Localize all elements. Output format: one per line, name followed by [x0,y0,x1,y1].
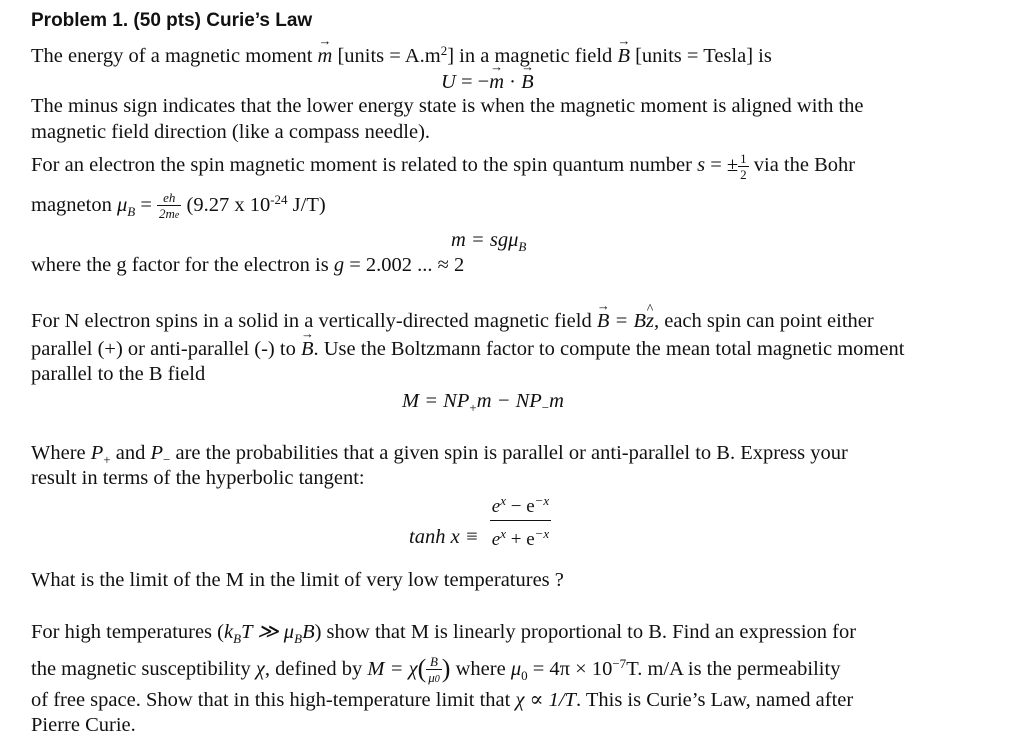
n-spins-line-1: For N electron spins in a solid in a vertically-directed magnetic field → B = B^ z, each spin can point either [31,309,874,333]
vector-m: → m [318,44,333,68]
minus-sign-line-1: The minus sign indicates that the lower energy state is when the magnetic moment is aligned with the [31,95,864,117]
tanh-fraction: $\frac{e^x - e^{-x}}{e^x + e^{-x}}$ [490,488,551,553]
high-temperature-line-1: For high temperatures ($k_BT$ ≫ $\mu_BB$) show that M is linearly proportional to B. Find an expression for [31,621,857,646]
n-spins-line-3: parallel to the B field [31,363,206,385]
spin-sentence: For an electron the spin magnetic moment is related to the spin quantum number s = ± $\frac{1}{2}$ via the Bohr [31,151,856,182]
probabilities-line-1: Where $P_+$ and $P_-$ are the probabilities that a given spin is parallel or anti-parallel to B. Express your [31,442,848,467]
b-over-mu0-fraction: $\frac{B}{\mu 0}$ [428,653,440,685]
high-temperature-line-4: Pierre Curie. [31,714,136,736]
high-temperature-line-3: of free space. Show that in this high-temperature limit that χ ∝ 1/T. This is Curie’s Law, named after [31,689,854,711]
problem-title: Problem 1. (50 pts) Curie’s Law [31,10,313,31]
tanh-definition: tanh x ≡ $\frac{e^x - e^{-x}}{e^x + e^{-x}}$ [409,488,551,553]
low-temperature-question: What is the limit of the M in the limit of very low temperatures ? [31,569,564,591]
high-temperature-line-2: the magnetic susceptibility χ, defined by M = χ( $\frac{B}{\mu 0}$ ) where $\mu_0 = 4\pi \times 10^{-7}T$. m/A is the permeability [31,653,841,685]
half-fraction: $\frac{1}{2}$ [740,151,747,182]
minus-sign-line-2: magnetic field direction (like a compass needle). [31,121,431,143]
energy-equation: U = −→ m · → B [441,70,534,94]
energy-sentence: The energy of a magnetic moment → m [units = $A.m^2$] in a magnetic field → B [units = Tesla] is [31,39,772,68]
vector-b: → B [617,44,630,68]
total-moment-equation: $M = NP_+m - NP_-m$ [402,390,564,415]
probabilities-line-2: result in terms of the hyperbolic tangent: [31,467,365,489]
n-spins-line-2: parallel (+) or anti-parallel (-) to → B. Use the Boltzmann factor to compute the mean total magnetic moment [31,337,904,361]
g-factor-line: where the g factor for the electron is g = 2.002 ... ≈ 2 [31,254,465,276]
moment-equation: m = sgμ$_B$ [451,229,527,254]
eh-over-2m-fraction: $\frac{eh}{2me}$ [159,189,180,221]
bohr-magneton-line: magneton $\mu_B$ = $\frac{eh}{2me}$ (9.27 x $10^{-24}$ J/T) [31,189,326,221]
